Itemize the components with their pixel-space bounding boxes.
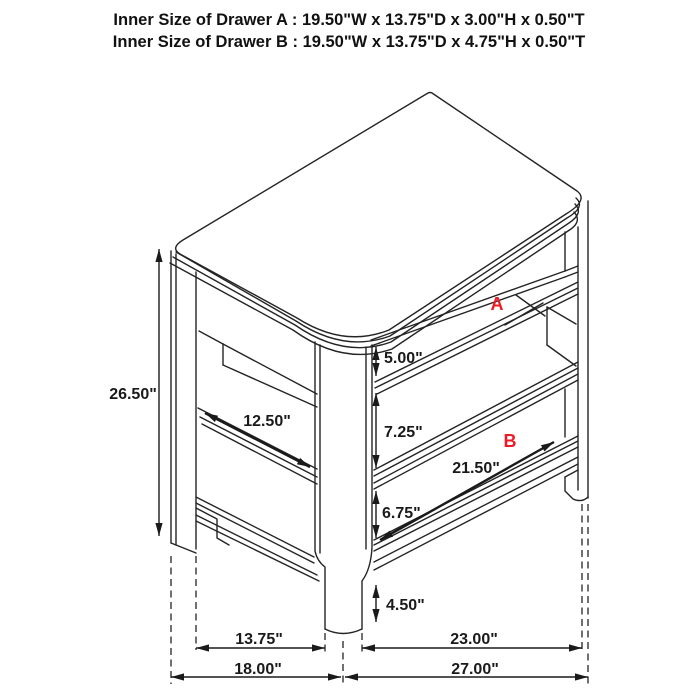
- dim-drawer-b-face-width: 21.50": [452, 460, 500, 477]
- left-leg: [171, 251, 229, 553]
- dim-side-shelf-depth: 12.50": [243, 413, 291, 430]
- front-shelf: [375, 282, 578, 394]
- corner-post: [315, 342, 372, 634]
- drawer-a-label: A: [490, 294, 504, 314]
- right-leg: [565, 201, 588, 501]
- dim-middle-opening-height: 7.25": [384, 424, 423, 441]
- side-panel: [196, 331, 319, 581]
- spec-header: [113, 11, 585, 51]
- dim-leg-clearance-height: 4.50": [386, 597, 425, 614]
- dim-front-inner-width: 23.00": [450, 631, 498, 648]
- dim-overall-depth: 18.00": [234, 661, 282, 678]
- dim-overall-height: 26.50": [109, 386, 157, 403]
- dim-overall-width: 27.00": [451, 661, 499, 678]
- dimension-labels: [109, 350, 500, 678]
- part-labels: [491, 294, 517, 451]
- drawer-b-spec-text: Inner Size of Drawer B : 19.50"W x 13.75"D x 4.75"H x 0.50"T: [112, 33, 586, 51]
- drawer-b-label: B: [503, 431, 517, 451]
- drawer-b-width-arrow: [380, 442, 554, 540]
- extension-lines: [171, 504, 588, 684]
- dim-top-opening-height: 5.00": [384, 350, 423, 367]
- dim-drawer-b-face-height: 6.75": [382, 505, 421, 522]
- dim-shelf-inner-width: 13.75": [235, 631, 283, 648]
- tabletop: [170, 93, 581, 355]
- drawer-a-spec-text: Inner Size of Drawer A : 19.50"W x 13.75"D x 3.00"H x 0.50"T: [113, 11, 585, 29]
